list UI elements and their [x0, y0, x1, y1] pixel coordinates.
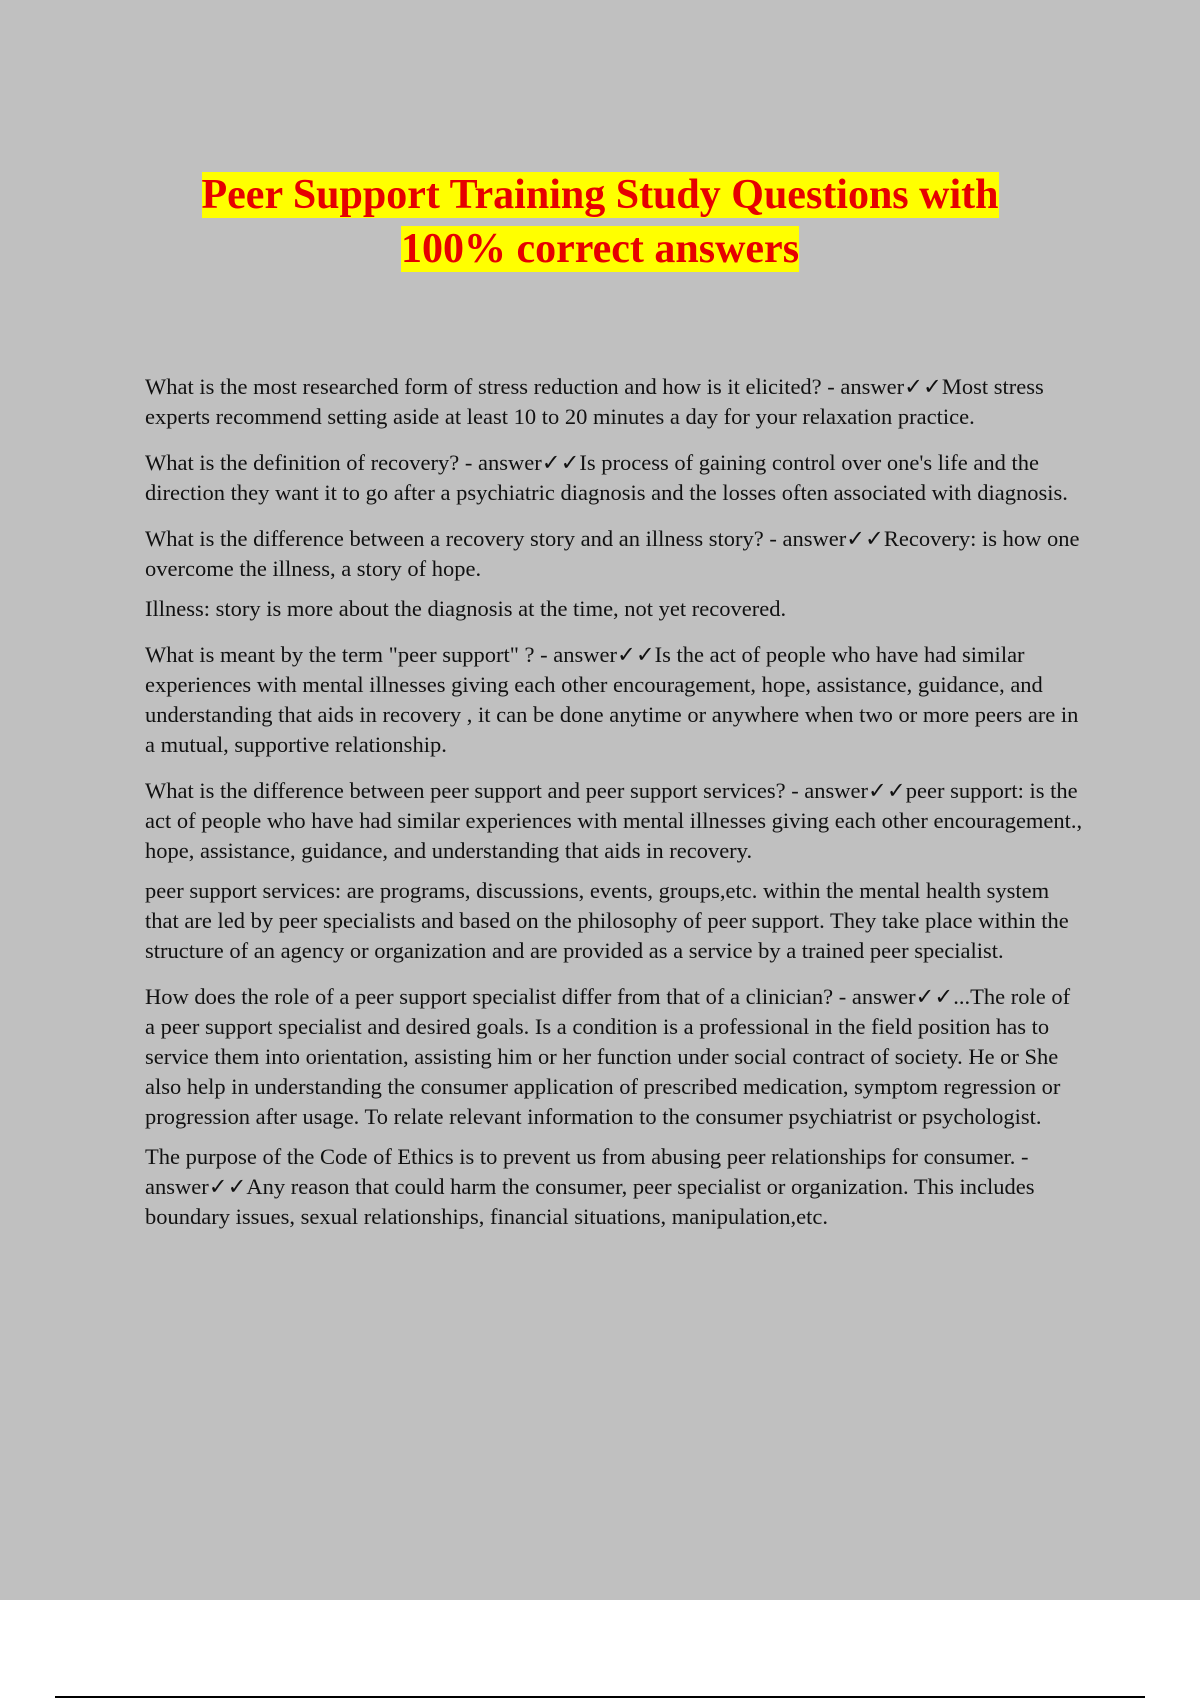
qa-paragraph-3: What is the difference between a recovery story and an illness story? - answer✓✓Recovery: is how one overcome the illness, a story of hope.	[145, 526, 1080, 581]
qa-paragraph-7: peer support services: are programs, discussions, events, groups,etc. within the mental health system that are led by peer specialists and based on the philosophy of peer support. They take place within the structure of an agency or organization and are provided as a service by a trained peer specialist.	[145, 878, 1069, 963]
qa-paragraph-1: What is the most researched form of stress reduction and how is it elicited? - answer✓✓Most stress experts recommend setting aside at least 10 to 20 minutes a day for your relaxation practice.	[145, 374, 1044, 429]
qa-paragraph-9: The purpose of the Code of Ethics is to prevent us from abusing peer relationships for consumer. - answer✓✓Any reason that could harm the consumer, peer specialist or organization. This includes boundary issues, sexual relationships, financial situations, manipulation,etc.	[145, 1144, 1035, 1229]
title-line-1: Peer Support Training Study Questions with	[201, 172, 999, 218]
qa-paragraph-6: What is the difference between peer support and peer support services? - answer✓✓peer support: is the act of people who have had similar experiences with mental illnesses giving each other encouragement., hope, assistance, guidance, and understanding that aids in recovery.	[145, 778, 1083, 863]
document-title	[0, 168, 1200, 276]
document-body	[145, 372, 1085, 1248]
page-footer-divider	[55, 1696, 1145, 1698]
qa-paragraph-4: Illness: story is more about the diagnosis at the time, not yet recovered.	[145, 596, 787, 621]
qa-paragraph-2: What is the definition of recovery? - answer✓✓Is process of gaining control over one's life and the direction they want it to go after a psychiatric diagnosis and the losses often associated with diagnosis.	[145, 450, 1068, 505]
qa-paragraph-8: How does the role of a peer support specialist differ from that of a clinician? - answer✓✓...The role of a peer support specialist and desired goals. Is a condition is a professional in the field position has to service them into orientation, assisting him or her function under social contract of society. He or She also help in understanding the consumer application of prescribed medication, symptom regression or progression after usage. To relate relevant information to the consumer psychiatrist or psychologist.	[145, 984, 1071, 1129]
title-line-2: 100% correct answers	[400, 226, 800, 272]
qa-paragraph-5: What is meant by the term "peer support" ? - answer✓✓Is the act of people who have had similar experiences with mental illnesses giving each other encouragement, hope, assistance, guidance, and understanding that aids in recovery , it can be done anytime or anywhere when two or more peers are in a mutual, supportive relationship.	[145, 642, 1079, 757]
